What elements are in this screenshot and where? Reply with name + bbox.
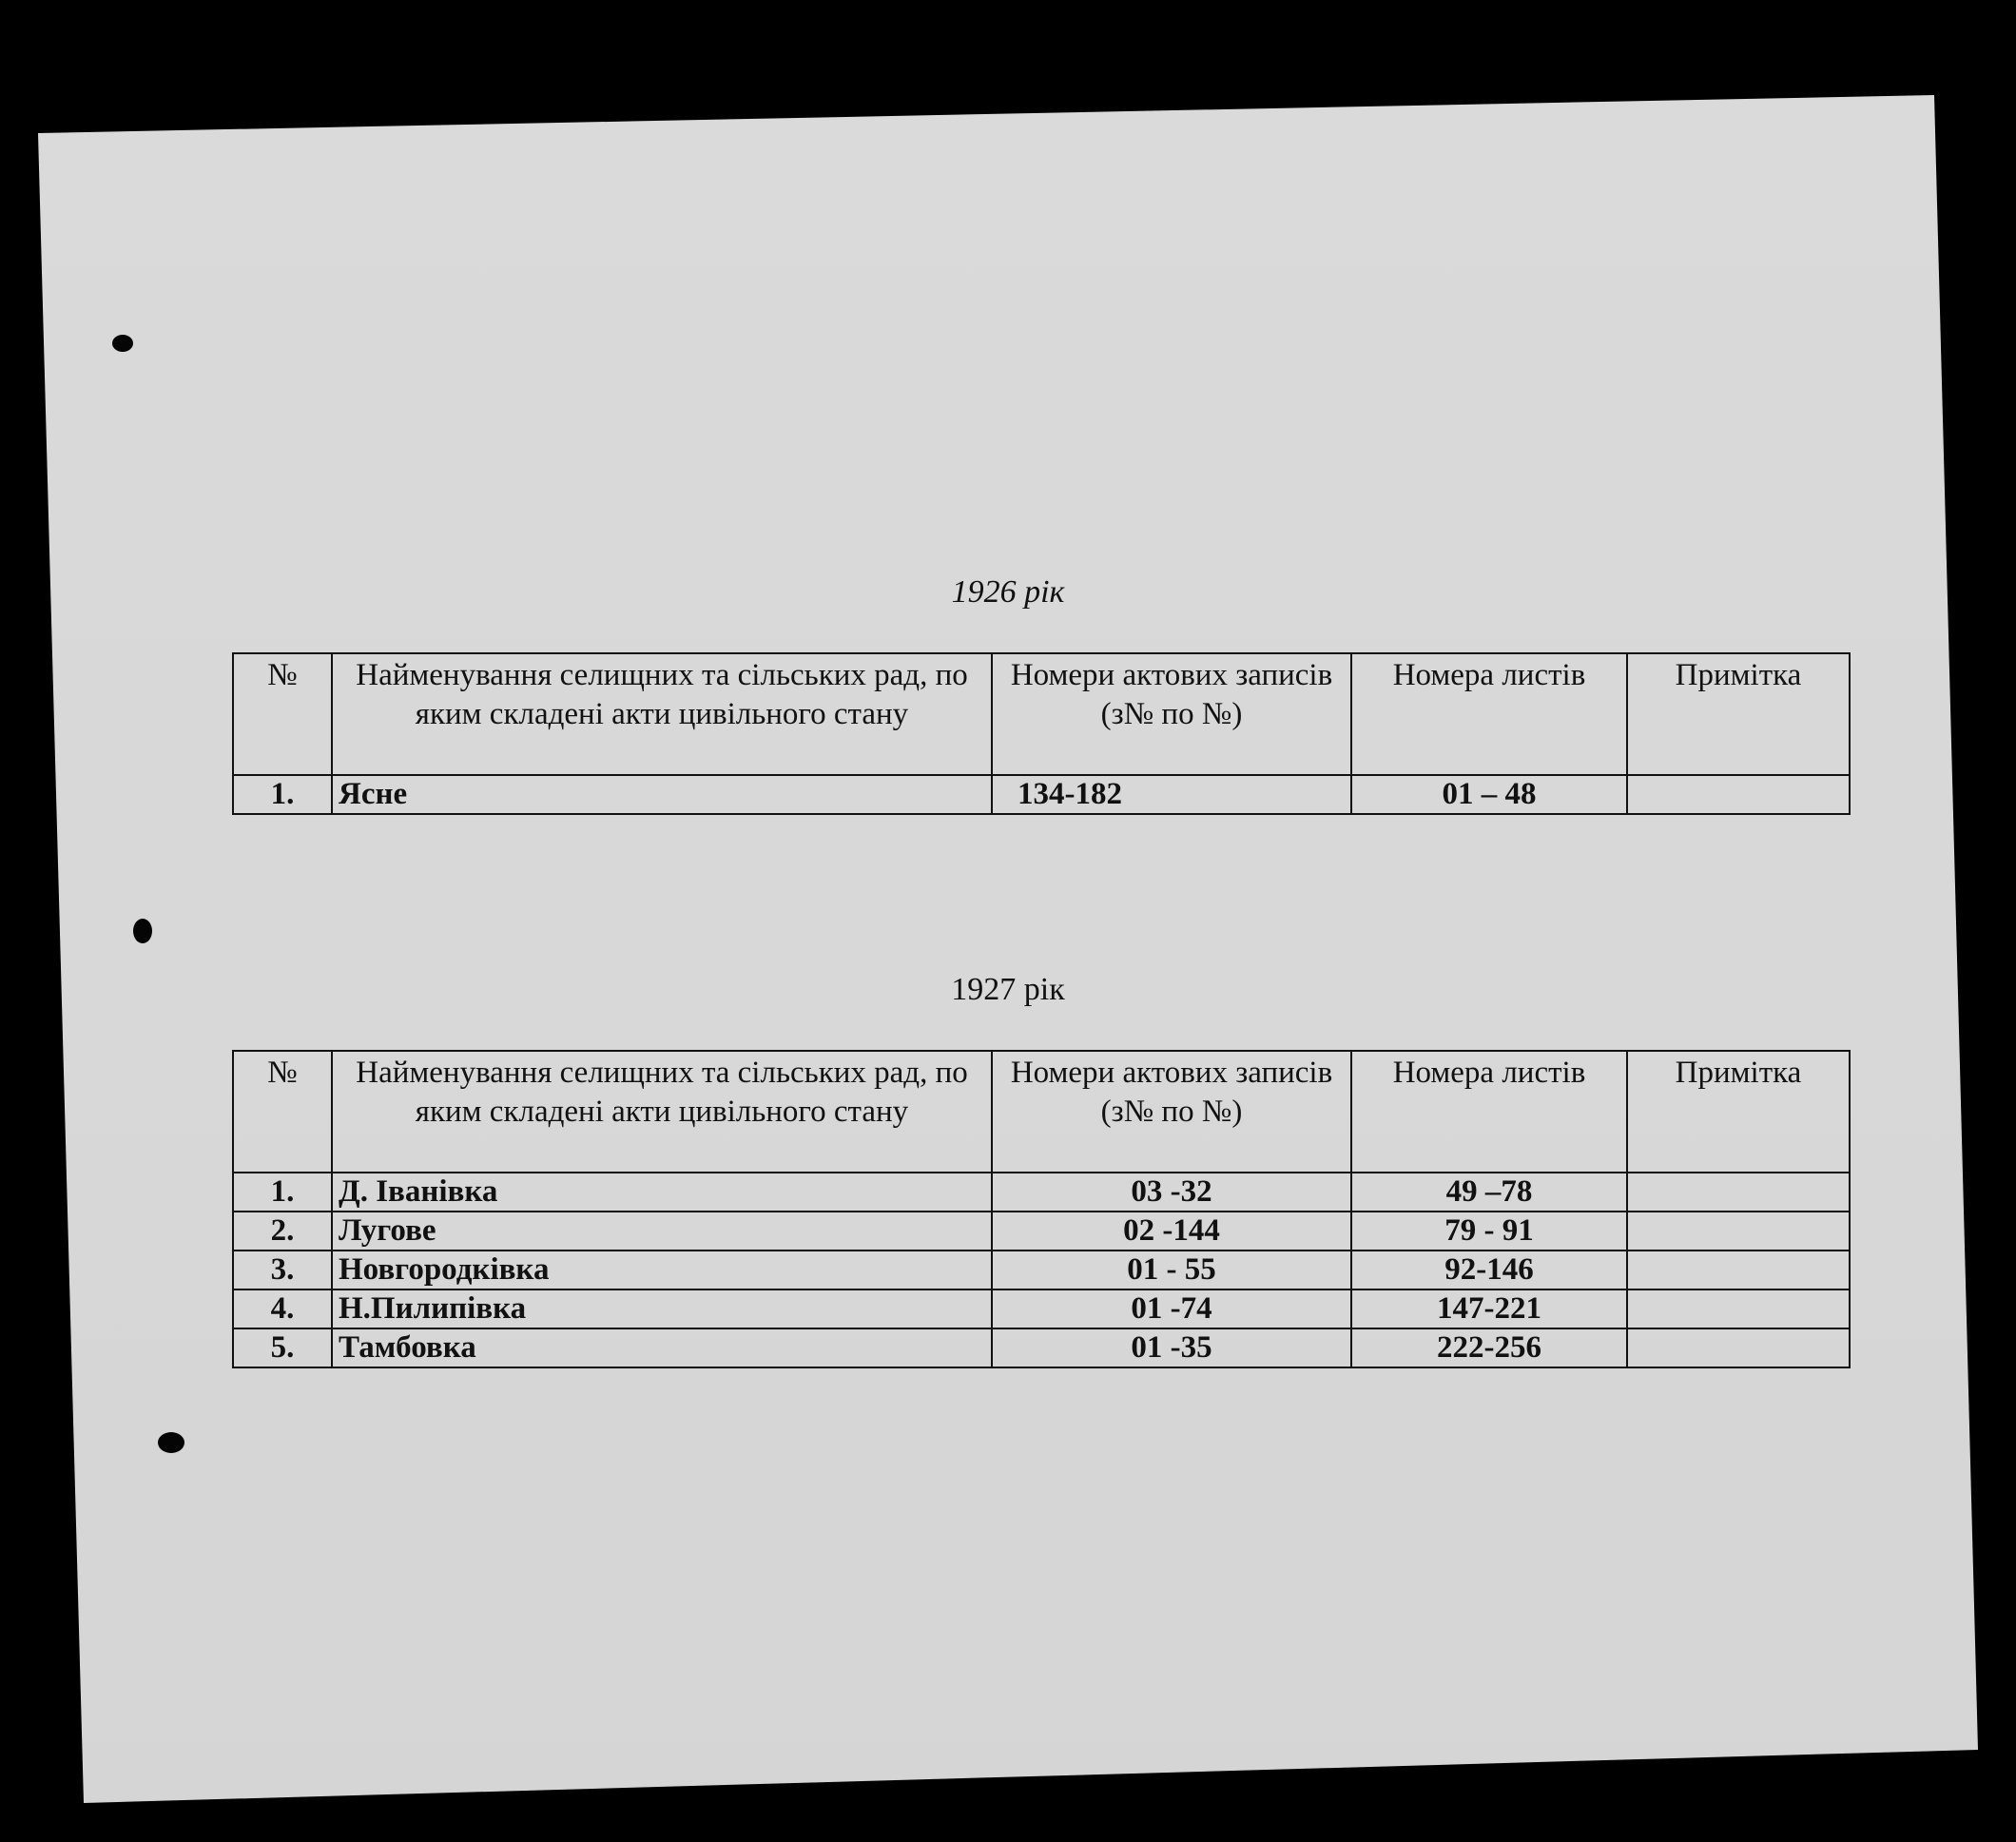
- act-records: 01 -35: [992, 1328, 1351, 1367]
- header-act-records: Номери актових записів (з№ по №): [992, 653, 1351, 775]
- row-number: 4.: [233, 1289, 332, 1328]
- registry-table-1926: [232, 652, 1851, 815]
- punch-hole: [112, 335, 133, 352]
- sheet-numbers: 147-221: [1351, 1289, 1627, 1328]
- row-number: 5.: [233, 1328, 332, 1367]
- table-row: [233, 775, 1850, 814]
- sheet-numbers: 92-146: [1351, 1251, 1627, 1289]
- council-name: Ясне: [332, 775, 992, 814]
- council-name: Тамбовка: [332, 1328, 992, 1367]
- header-note: Примітка: [1627, 1051, 1850, 1173]
- row-number: 2.: [233, 1212, 332, 1251]
- table-row: [233, 1289, 1850, 1328]
- note: [1627, 1173, 1850, 1212]
- table-row: [233, 1328, 1850, 1367]
- act-records: 01 - 55: [992, 1251, 1351, 1289]
- council-name: Н.Пилипівка: [332, 1289, 992, 1328]
- sheet-numbers: 222-256: [1351, 1328, 1627, 1367]
- council-name: Новгородківка: [332, 1251, 992, 1289]
- year-heading-1926: 1926 рік: [951, 574, 1065, 610]
- note: [1627, 775, 1850, 814]
- row-number: 1.: [233, 1173, 332, 1212]
- header-sheet-numbers: Номера листів: [1351, 653, 1627, 775]
- row-number: 3.: [233, 1251, 332, 1289]
- punch-hole: [133, 919, 152, 943]
- table-row: [233, 1251, 1850, 1289]
- sheet-numbers: 01 – 48: [1351, 775, 1627, 814]
- punch-hole: [158, 1432, 184, 1453]
- year-heading-1927: 1927 рік: [951, 972, 1065, 1007]
- row-number: 1.: [233, 775, 332, 814]
- header-note: Примітка: [1627, 653, 1850, 775]
- note: [1627, 1251, 1850, 1289]
- header-council-name: Найменування селищних та сільських рад, по яким складені акти цивільного стану: [332, 653, 992, 775]
- header-sheet-numbers: Номера листів: [1351, 1051, 1627, 1173]
- header-number: №: [233, 653, 332, 775]
- table-header-row: [233, 653, 1850, 775]
- note: [1627, 1212, 1850, 1251]
- act-records: 01 -74: [992, 1289, 1351, 1328]
- sheet-numbers: 49 –78: [1351, 1173, 1627, 1212]
- note: [1627, 1289, 1850, 1328]
- act-records: 03 -32: [992, 1173, 1351, 1212]
- header-number: №: [233, 1051, 332, 1173]
- registry-table-1927: [232, 1050, 1851, 1368]
- table-row: [233, 1212, 1850, 1251]
- table-row: [233, 1173, 1850, 1212]
- header-council-name: Найменування селищних та сільських рад, по яким складені акти цивільного стану: [332, 1051, 992, 1173]
- council-name: Д. Іванівка: [332, 1173, 992, 1212]
- header-act-records: Номери актових записів (з№ по №): [992, 1051, 1351, 1173]
- act-records: 134-182: [992, 775, 1351, 814]
- sheet-numbers: 79 - 91: [1351, 1212, 1627, 1251]
- table-header-row: [233, 1051, 1850, 1173]
- note: [1627, 1328, 1850, 1367]
- council-name: Лугове: [332, 1212, 992, 1251]
- act-records: 02 -144: [992, 1212, 1351, 1251]
